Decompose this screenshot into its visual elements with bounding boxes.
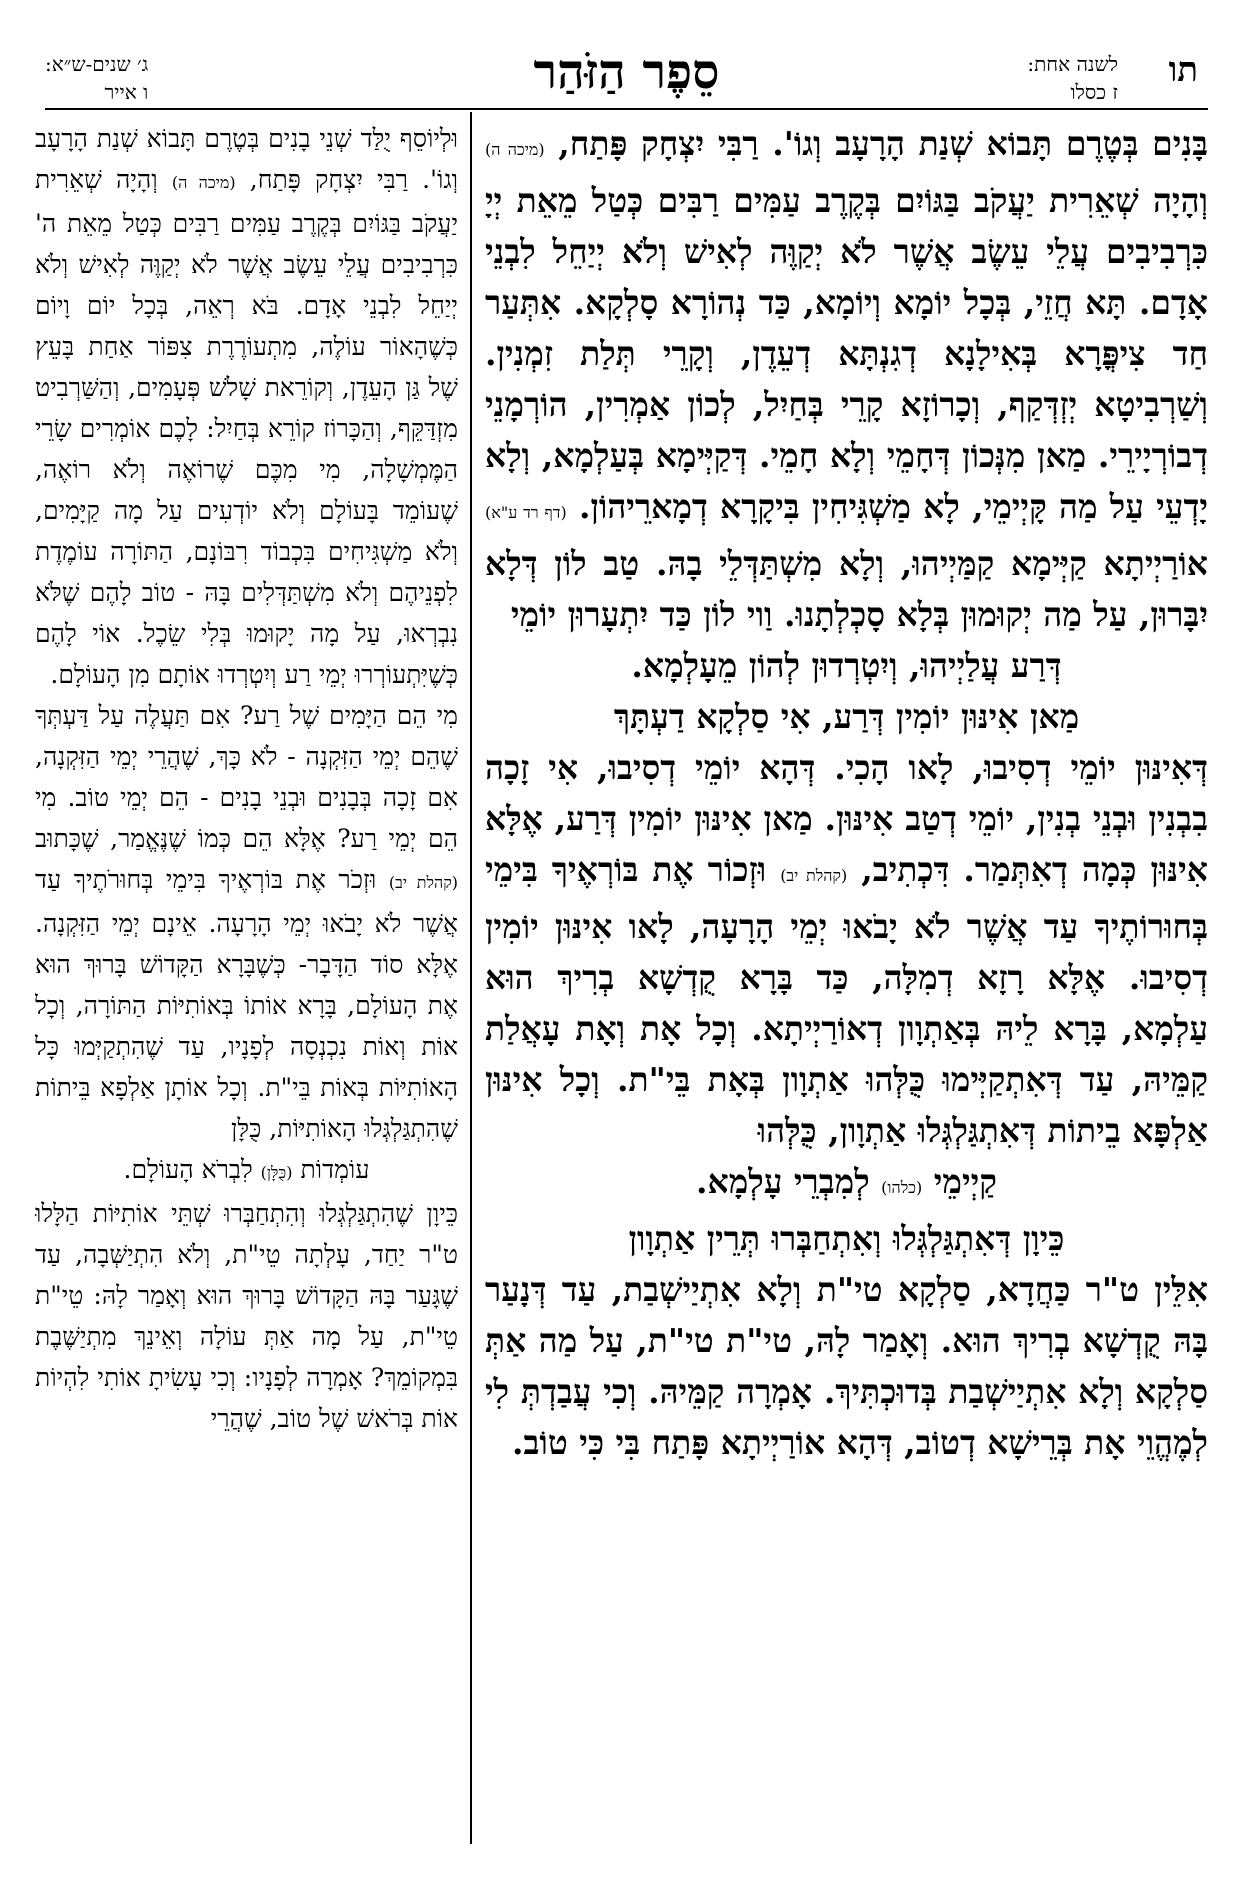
paragraph — [485, 1264, 1208, 1468]
source-ref: (דף רד ע"א) — [485, 503, 567, 522]
source-ref: (קהלת יב) — [388, 873, 458, 892]
source-ref: (כלהו) — [881, 1178, 923, 1197]
study-schedule-three-years — [45, 50, 148, 106]
text-run: מִי הֵם הַיָּמִים שֶׁל רַע? אִם תַּעֲלֶה עַל דַּעְתְּךָ שֶׁהֵם יְמֵי הַזִּקְנָה - לֹא כָּךְ, שֶׁהֲרֵי יְמֵי הַזִּקְנָה, אִם זָכָה בְּבָנִים וּבְנֵי בָנִים - הֵם יְמֵי טוֹב. מִי הֵם יְמֵי רַע? אֶלָּא הֵם כְּמוֹ שֶׁנֶּאֱמַר, שֶׁכָּתוּב — [35, 701, 458, 853]
text-run: וְהָיָה שְׁאֵרִית יַעֲקֹב בַּגּוֹיִם בְּקֶרֶב עַמִּים רַבִּים כְּטַל מֵאֵת ה' כִּרְבִיבִים עֲלֵי עֵשֶׂב אֲשֶׁר לֹא יְקַוֶּה לְאִישׁ וְלֹא יְיַחֵל לִבְנֵי אָדָם. בֹּא רְאֵה, בְּכָל יוֹם וָיוֹם כְּשֶׁהָאוֹר עוֹלֶה, מִתְעוֹרֶרֶת צִפּוֹר אַחַת בָּעֵץ שֶׁל גַּן הָעֵדֶן, וְקוֹרֵאת שָׁלֹשׁ פְּעָמִים, וְהַשַּׁרְבִיט מִזְדַּקֵּף, וְהַכָּרוֹז קוֹרֵא בְּחַיִל: לָכֶם אוֹמְרִים שָׂרֵי הַמֶּמְשָׁלָה, מִי מִכֶּם שֶׁרוֹאֶה וְלֹא רוֹאֶה, שֶׁעוֹמֵד בָּעוֹלָם וְלֹא יוֹדְעִים עַל מָה קַיָּמִים, וְלֹא מַשְׁגִּיחִים בִּכְבוֹד רִבּוֹנָם, הַתּוֹרָה עוֹמֶדֶת לִפְנֵיהֶם וְלֹא מִשְׁתַּדְּלִים בָּהּ - טוֹב לָהֶם שֶׁלֹּא נִבְרְאוּ, עַל מָה יָקוּמוּ בְּלִי שֵׂכֶל. אוֹי לָהֶם כְּשֶׁיִּתְעוֹרְרוּ יְמֵי רַע וְיִטְרְדוּ אוֹתָם מִן הָעוֹלָם. — [35, 165, 458, 689]
text-run: דְּרַע עֲלַיְיהוּ, וְיִטְרְדוּן לְהוֹן מֵעָלְמָא. — [631, 646, 1062, 685]
text-run: קַיְימֵי — [933, 1162, 997, 1201]
source-ref: (מיכה ה) — [485, 140, 545, 159]
page-number: תו — [1168, 50, 1198, 90]
paragraph-end — [485, 1156, 1208, 1213]
text-run: עוֹמְדוֹת — [300, 1155, 370, 1184]
text-run: לִבְרֹא הָעוֹלָם. — [123, 1155, 253, 1184]
paragraph — [35, 1193, 458, 1439]
paragraph-opening — [485, 691, 1208, 742]
text-run: וּלְיוֹסֵף יֻלַּד שְׁנֵי בָנִים בְּטֶרֶם תָּבוֹא שְׁנַת הָרָעָב וְגוֹ'. רַבִּי יִצְחָק פָּתַח, — [35, 124, 458, 194]
paragraph — [485, 118, 1208, 640]
text-run: דְּאִינּוּן יוֹמֵי דְסִיבוּ, לָאו הָכִי. דְּהָא יוֹמֵי דְסִיבוּ, אִי זָכָה בִבְנִין וּבְנֵי בְנִין, יוֹמֵי דְטַב אִינּוּן. מַאן אִינּוּן יוֹמִין דְּרַע, אֶלָּא אִינּוּן כְּמָה דְאִתְּמַר. דִּכְתִיב, — [485, 748, 1208, 889]
column-divider — [470, 112, 472, 1844]
main-column-aramaic — [485, 118, 1208, 1844]
text-run: אִלֵּין ט"ר כַּחֲדָא, סַלְקָא טי"ת וְלָא אִתְיַישְׁבַת, עַד דְּנָעַר בָּהּ קֻדְשָׁא בְרִיךְ הוּא. וְאָמַר לָהּ, טי"ת טי"ת, עַל מַה אַתְּ סַלְקָא וְלָא אִתְיַישְׁבַת בְּדוּכְתִּיךְ. אָמְרָה קַמֵּיהּ. וְכִי עֲבַדְתְּ לִי לְמֶהֱוֵי אָת בְּרֵישָׁא דְטוֹב, דְּהָא אוֹרַיְיתָא פָּתַח בִּי כִּי טוֹב. — [485, 1270, 1208, 1462]
text-run: כֵּיוָן שֶׁהִתְגַּלְגְּלוּ וְהִתְחַבְּרוּ שְׁתֵּי אוֹתִיּוֹת הַלָּלוּ ט"ר יַחַד, עָלְתָה טֵי"ת, וְלֹא הִתְיַשְּׁבָה, עַד שֶׁגָּעַר בָּהּ הַקָּדוֹשׁ בָּרוּךְ הוּא וְאָמַר לָהּ: טֵי"ת טֵי"ת, עַל מָה אַתְּ עוֹלָה וְאֵינֵךְ מִתְיַשֶּׁבֶת בִּמְקוֹמֵךְ? אָמְרָה לְפָנָיו: וְכִי עָשִׂיתָ אוֹתִי לִהְיוֹת אוֹת בְּרֹאשׁ שֶׁל טוֹב, שֶׁהֲרֵי — [35, 1199, 458, 1433]
paragraph — [35, 118, 458, 695]
text-run: כֵּיוָן דְּאִתְגַּלְגְּלוּ וְאִתְחַבְּרוּ תְּרֵין אַתְוָון — [628, 1219, 1065, 1258]
paragraph-end — [35, 1149, 458, 1193]
text-run: וּזְכֹר אֶת בּוֹרְאֶיךָ בִּימֵי בְּחוּרֹתֶיךָ עַד אֲשֶׁר לֹא יָבֹאוּ יְמֵי הָרָעָה. אֵינָם יְמֵי הַזִּקְנָה. אֶלָּא סוֹד הַדָּבָר- כְּשֶׁבָּרָא הַקָּדוֹשׁ בָּרוּךְ הוּא אֶת הָעוֹלָם, בָּרָא אוֹתוֹ בְּאוֹתִיּוֹת הַתּוֹרָה, וְכָל אוֹת וְאוֹת נִכְנְסָה לְפָנָיו, עַד שֶׁהִתְקַיְּמוּ כָּל הָאוֹתִיּוֹת בְּאוֹת בֵּי"ת. וְכָל אוֹתָן אַלְפָא בֵּיתוֹת שֶׁהִתְגַּלְגְּלוּ הָאוֹתִיּוֹת, כֻּלָּן — [35, 865, 458, 1143]
page-header — [45, 40, 1208, 115]
text-run: מַאן אִינּוּן יוֹמִין דְּרַע, אִי סַלְקָא דַעְתָּךְ — [613, 697, 1080, 736]
paragraph — [35, 695, 458, 1149]
schedule-label: ג׳ שנים-ש״א: — [45, 52, 149, 76]
text-run: בָּנִים בְּטֶרֶם תָּבוֹא שְׁנַת הָרָעָב וְגוֹ'. רַבִּי יִצְחָק פָּתַח, — [558, 124, 1208, 163]
schedule-label: לשנה אחת: — [1027, 52, 1118, 76]
source-ref: (כֻּלָּן) — [260, 1163, 293, 1182]
book-title: סֵפֶר הַזֹּהַר — [533, 44, 720, 100]
source-ref: (קהלת יב) — [780, 866, 848, 885]
text-run: וְהָיָה שְׁאֵרִית יַעֲקֹב בַּגּוֹיִם בְּקֶרֶב עַמִּים רַבִּים כְּטַל מֵאֵת יְיָ כִּרְבִיבִים עֲלֵי עֵשֶׂב אֲשֶׁר לֹא יְקַוֶּה לְאִישׁ וְלֹא יְיַחֵל לִבְנֵי אָדָם. תָּא חֲזֵי, בְּכָל יוֹמָא וְיוֹמָא, כַּד נְהוֹרָא סָלְקָא. אִתְּעַר חַד צִיפֳּרָא בְּאִילָנָא דְגִנְתָּא דְעֵדֶן, וְקָרֵי תְּלַת זִמְנִין. וְשַׁרְבִיטָא יְזְדְּקַף, וְכָרוֹזָא קָרֵי בְּחַיִל, לְכוֹן אַמְרִין, הוֹרְמָנֵי דְבוֹרְיָירֵי. מַאן מִנְּכוֹן דְּחָמֵי וְלָא חָמֵי. דְּקַיְּימָא בְּעַלְמָא, וְלָא יָדְעֵי עַל מַה קָּיְימֵי, לָא מַשְׁגִּיחִין בִּיקָרָא דְמָארֵיהוֹן. — [485, 181, 1208, 526]
header-rule — [45, 108, 1208, 110]
schedule-date: ו אייר — [104, 80, 149, 104]
paragraph-opening — [485, 1213, 1208, 1264]
text-run: אוֹרַיְיתָא קַיְּימָא קַמַּיְיהוּ, וְלָא מִשְׁתַּדְּלֵי בָהּ. טַב לוֹן דְּלָא יִבָּרוּן, עַל מַה יְקוּמוּן בְּלָא סָכְלְתָנוּ. וַוי לוֹן כַּד יִתְעָרוּן יוֹמֵי — [485, 544, 1208, 634]
text-run: לְמִבְרֵי עָלְמָא. — [696, 1162, 870, 1201]
paragraph-end — [485, 640, 1208, 691]
side-column-hebrew-translation — [35, 118, 458, 1844]
paragraph — [485, 742, 1208, 1156]
schedule-date: ז כסלו — [1070, 80, 1118, 104]
source-ref: (מיכה ה) — [171, 173, 236, 192]
text-run: וּזְכוֹר אֶת בּוֹרְאֶיךָ בִּימֵי בְּחוּרוֹתֶיךָ עַד אֲשֶׁר לֹא יָבֹאוּ יְמֵי הָרָעָה, לָאו אִינּוּן יוֹמִין דְסִיבוּ. אֶלָּא רָזָא דְמִלָּה, כַּד בָּרָא קֻדְשָׁא בְרִיךְ הוּא עַלְמָא, בָּרָא לֵיהּ בְּאַתְוָון דְאוֹרַיְיתָא. וְכָל אָת וְאָת עָאֲלַת קַמֵּיהּ, עַד דְּאִתְקַיְּימוּ כֻּלְּהוּ אַתְוָון בְּאָת בֵּי"ת. וְכָל אִינּוּן אַלְפָּא בֵיתוֹת דְּאִתְגַּלְגְּלוּ אַתְוָון, כֻּלְּהוּ — [485, 850, 1208, 1150]
